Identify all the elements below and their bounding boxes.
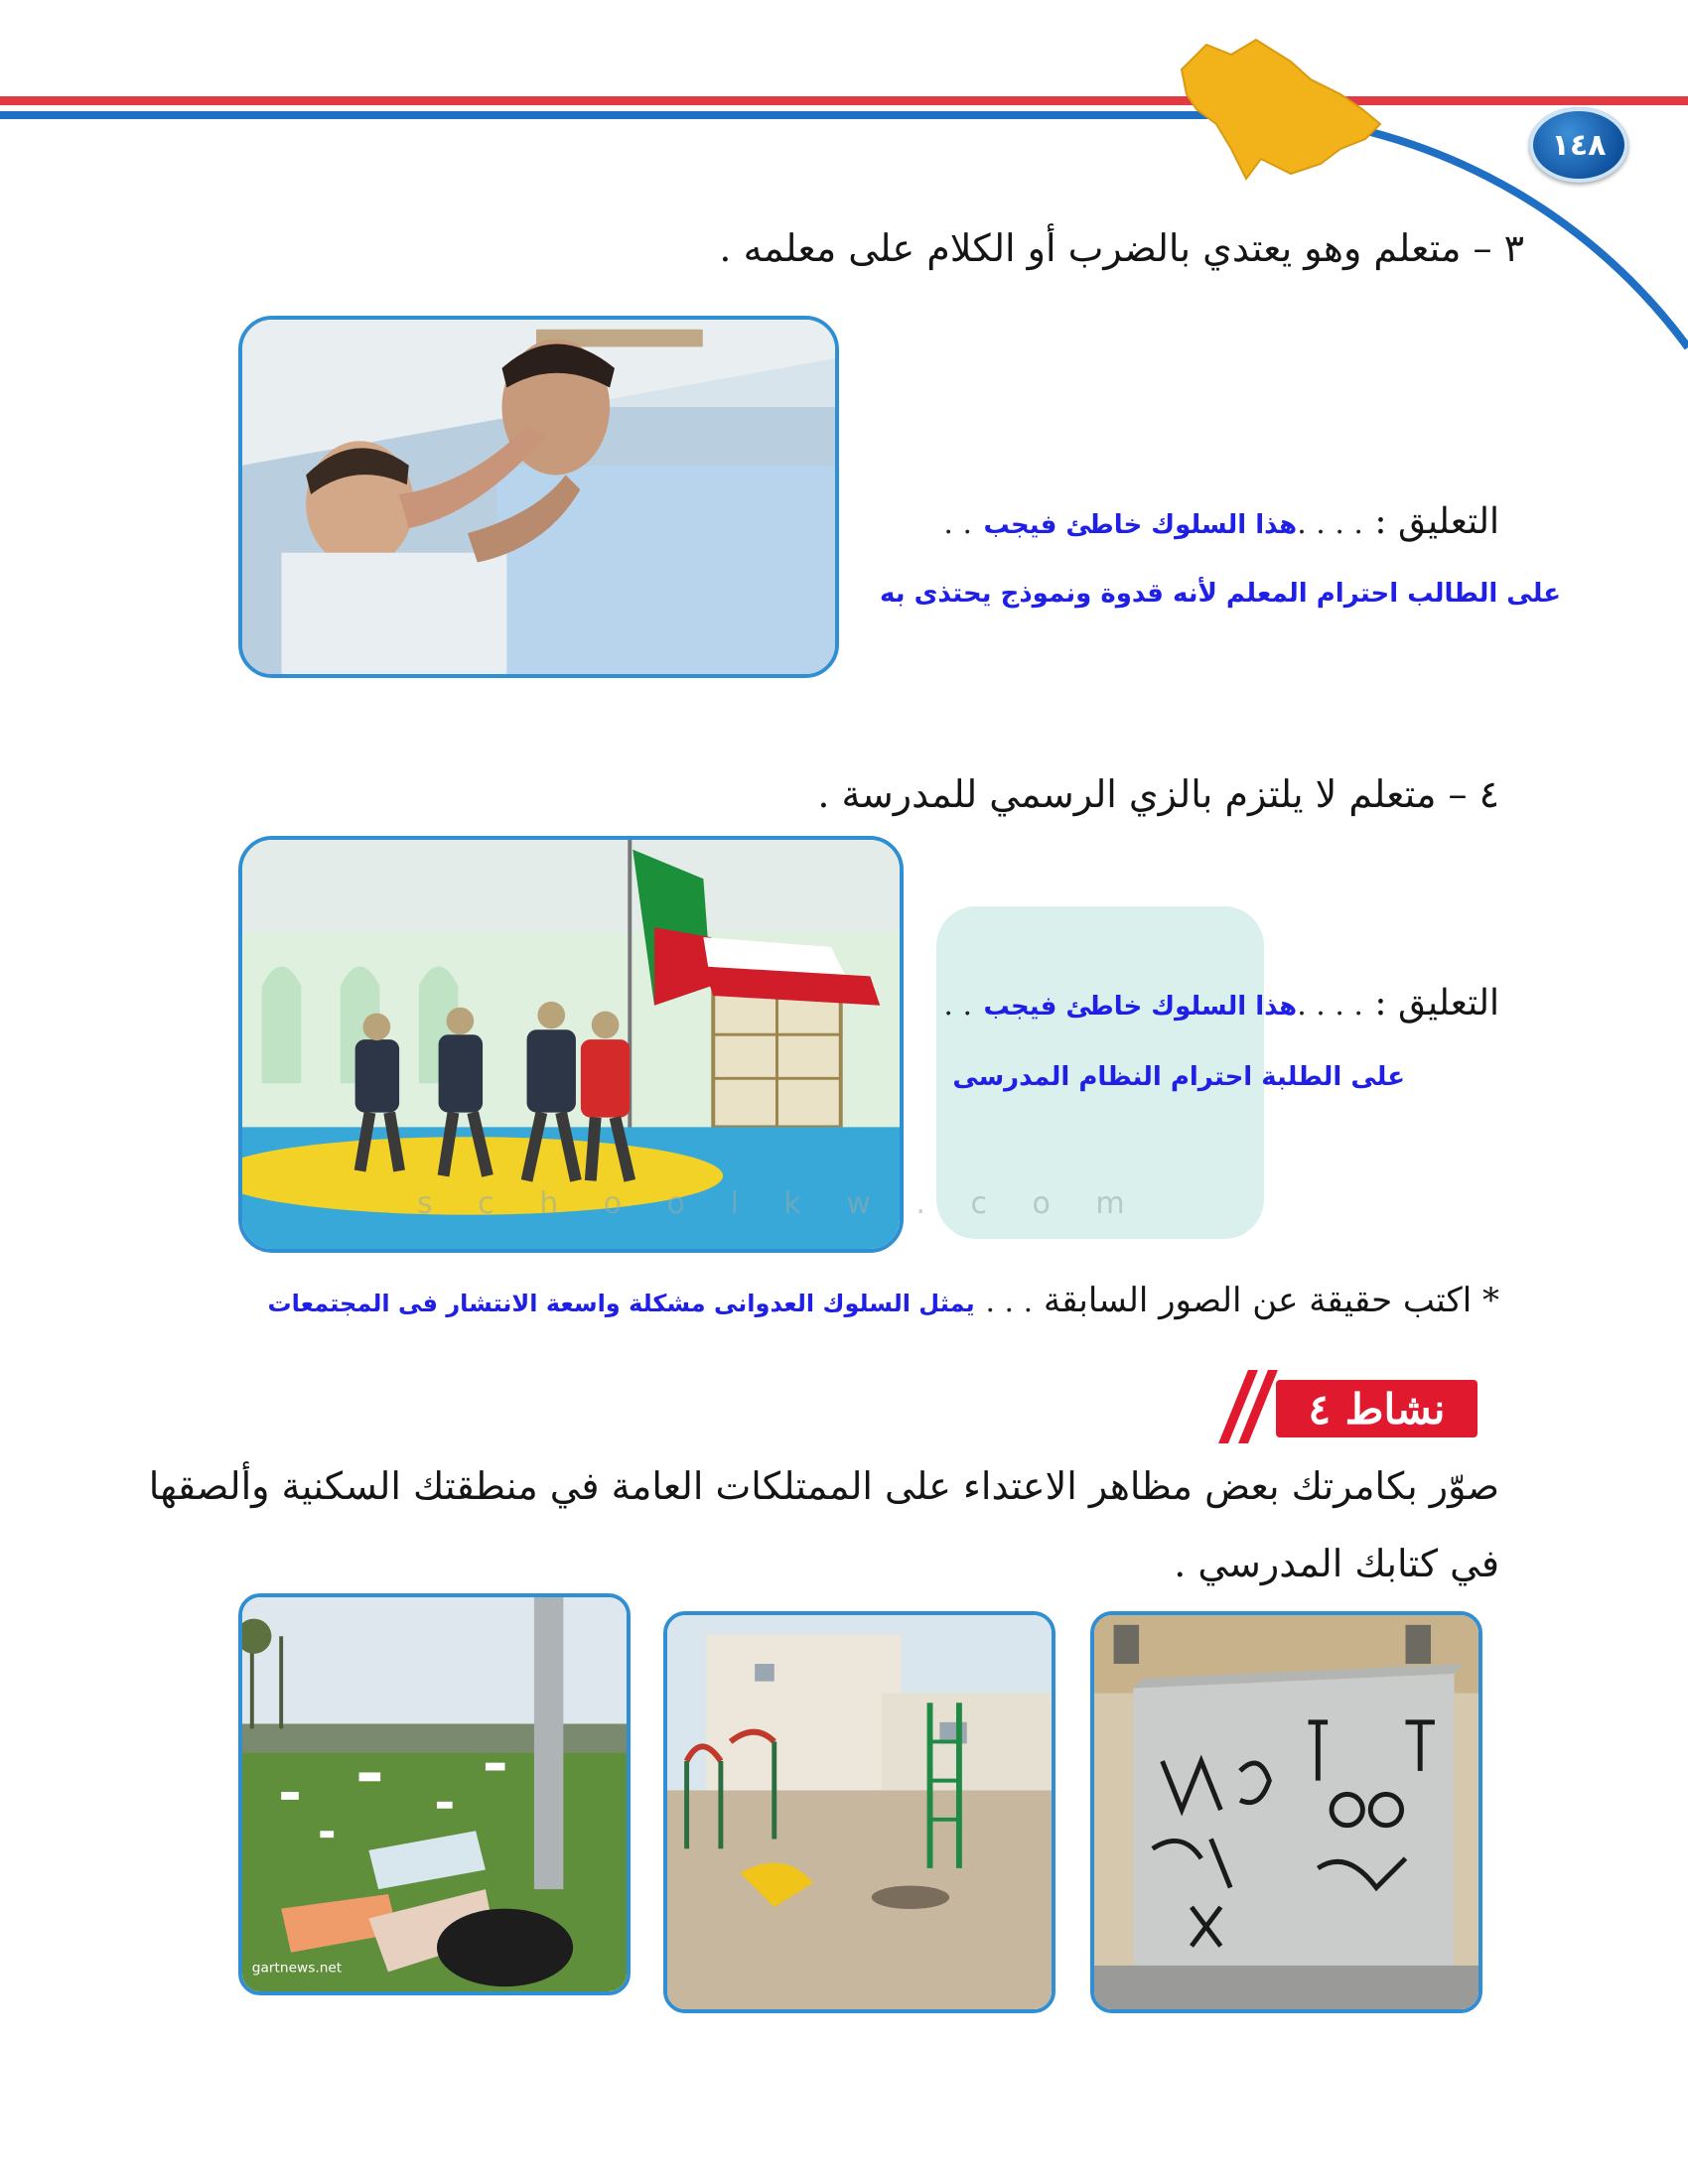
- photo-litter-caption: gartnews.net: [251, 1960, 343, 1977]
- fact-prompt: * اكتب حقيقة عن الصور السابقة: [1043, 1281, 1499, 1320]
- photo-playground-image: [667, 1615, 1052, 2009]
- item-3-answer-line2: على الطالب احترام المعلم لأنه قدوة ونموذج يحتذى به: [879, 579, 1561, 609]
- photo-litter-image: [242, 1597, 627, 1991]
- item-4-comment-line: [943, 983, 1499, 1024]
- item-4-answer-tail: . .: [943, 988, 973, 1023]
- fact-dots: . . .: [985, 1285, 1034, 1319]
- red-stripe: [0, 96, 1688, 105]
- item-4-comment-label: التعليق :: [1374, 983, 1499, 1024]
- photo-student-teacher-image: [242, 320, 835, 674]
- item-4-dots: . . . .: [1297, 988, 1363, 1023]
- activity-label: نشاط ٤: [1308, 1384, 1446, 1433]
- item-3-comment-line: [943, 501, 1499, 542]
- item-3-comment-label: التعليق :: [1374, 501, 1499, 542]
- item-3-answer-tail: . .: [943, 506, 973, 541]
- activity-heading: [1276, 1380, 1477, 1437]
- photo-graffiti-image: [1094, 1615, 1478, 2009]
- item-4-answer-line2: على الطلبة احترام النظام المدرسى: [952, 1062, 1405, 1092]
- photo-student-teacher: [238, 316, 839, 678]
- gulf-map-icon: [1182, 40, 1380, 179]
- photo-litter: [238, 1593, 631, 1995]
- fact-answer: يمثل السلوك العدوانى مشكلة واسعة الانتشار فى المجتمعات: [267, 1290, 975, 1317]
- item-3-dots: . . . .: [1297, 506, 1363, 541]
- watermark-text: s c h o o l k w . c o m: [417, 1186, 1143, 1221]
- item-3-answer-inline: هذا السلوك خاطئ فيجب: [983, 510, 1298, 540]
- fact-line: [267, 1281, 1499, 1320]
- activity-instruction-line2: في كتابك المدرسي .: [1174, 1542, 1499, 1585]
- item-3-title: ٣ – متعلم وهو يعتدي بالضرب أو الكلام على معلمه .: [719, 226, 1524, 270]
- activity-instruction-line1: صوّر بكامرتك بعض مظاهر الاعتداء على الممتلكات العامة في منطقتك السكنية وألصقها: [148, 1464, 1499, 1508]
- item-4-title: ٤ – متعلم لا يلتزم بالزي الرسمي للمدرسة .: [817, 772, 1499, 816]
- photo-graffiti: [1090, 1611, 1482, 2013]
- page-number-badge: ١٤٨: [1529, 107, 1628, 183]
- item-4-answer-inline: هذا السلوك خاطئ فيجب: [983, 992, 1298, 1022]
- photo-playground: [663, 1611, 1055, 2013]
- blue-stripe: [0, 111, 1251, 119]
